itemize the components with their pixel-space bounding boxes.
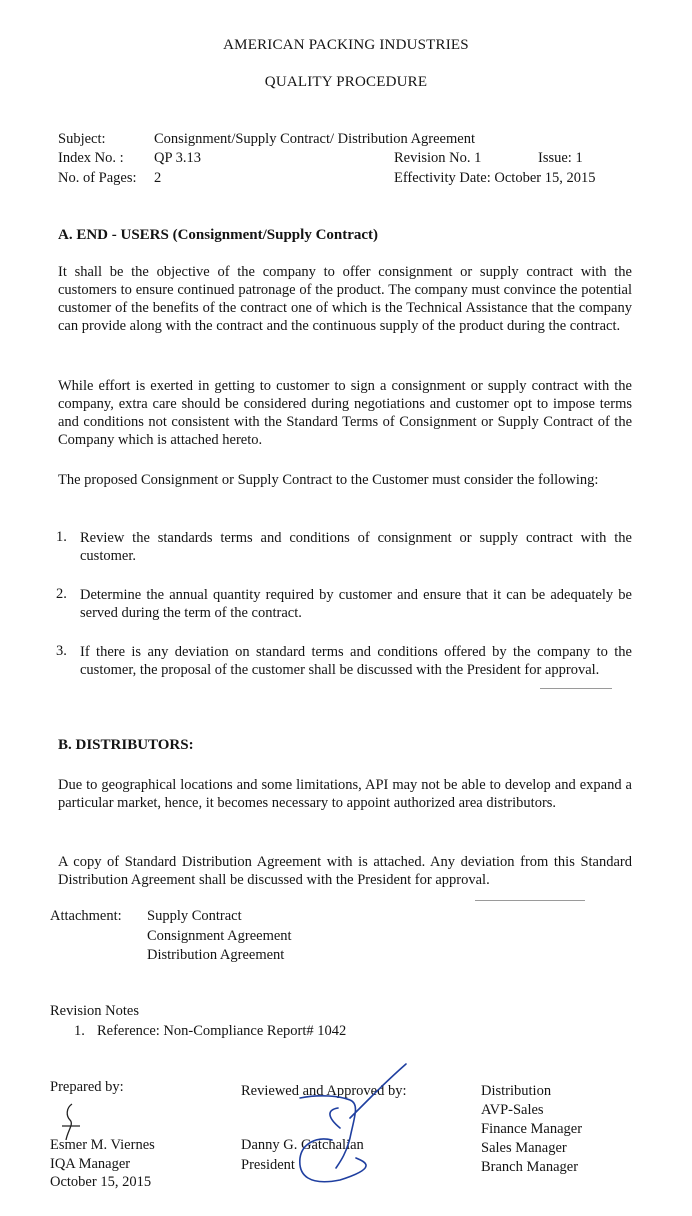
organization-name: AMERICAN PACKING INDUSTRIES <box>223 37 469 53</box>
list-item-text: Review the standards terms and conditions of consignment or supply contract with the customer. <box>80 530 632 564</box>
list-item-text: If there is any deviation on standard terms and conditions offered by the company to the customer, the proposal of the customer shall be discussed with the President for approval. <box>80 644 632 678</box>
distribution-item: Finance Manager <box>481 1121 583 1137</box>
section-a-paragraph-2: While effort is exerted in getting to customer to sign a consignment or supply contract with the company, extra care should be considered during negotiations and customer opt to impose terms and conditions not consistent with the Standard Terms of Consignment or Supply Contract of the Company which is attached hereto. <box>58 378 632 448</box>
pencil-mark <box>475 900 585 901</box>
reviewer-title: President <box>241 1157 295 1173</box>
index-label: Index No. : <box>58 150 124 166</box>
index-value: QP 3.13 <box>154 150 201 166</box>
subject-value: Consignment/Supply Contract/ Distribution Agreement <box>154 131 475 147</box>
attachment-label: Attachment: <box>50 908 122 924</box>
distribution-item: Sales Manager <box>481 1140 567 1156</box>
section-a-paragraph-3: The proposed Consignment or Supply Contract to the Customer must consider the following: <box>58 472 599 488</box>
effectivity-date: Effectivity Date: October 15, 2015 <box>394 170 596 186</box>
section-a-heading: A. END - USERS (Consignment/Supply Contract) <box>58 227 379 243</box>
section-b-paragraph-1: Due to geographical locations and some limitations, API may not be able to develop and expand a particular market, hence, it becomes necessary to appoint authorized area distributors. <box>58 777 632 811</box>
attachment-item: Supply Contract <box>147 908 242 924</box>
list-item-text: Determine the annual quantity required by customer and ensure that it can be adequately be served during the term of the contract. <box>80 587 632 621</box>
list-item-number: 3. <box>56 643 67 659</box>
revision-notes-title: Revision Notes <box>50 1003 140 1019</box>
distribution-item: Branch Manager <box>481 1159 579 1175</box>
document-type: QUALITY PROCEDURE <box>264 74 428 90</box>
preparer-title: IQA Manager <box>50 1156 131 1172</box>
revision-number: Revision No. 1 <box>394 150 482 166</box>
list-item-number: 1. <box>56 529 67 545</box>
issue-number: Issue: 1 <box>538 150 583 166</box>
reviewed-by-label: Reviewed and Approved by: <box>241 1083 407 1099</box>
distribution-item: AVP-Sales <box>481 1102 544 1118</box>
pages-value: 2 <box>154 170 162 186</box>
preparer-date: October 15, 2015 <box>50 1174 152 1190</box>
reviewer-name: Danny G. Gatchalian <box>241 1137 364 1153</box>
reviewer-signature <box>280 1058 420 1188</box>
distribution-label: Distribution <box>481 1083 552 1099</box>
revision-note-number: 1. <box>74 1023 85 1039</box>
pages-label: No. of Pages: <box>58 170 137 186</box>
section-b-paragraph-2: A copy of Standard Distribution Agreement with is attached. Any deviation from this Standard Distribution Agreement shall be discussed with the President for approval. <box>58 854 632 888</box>
preparer-name: Esmer M. Viernes <box>50 1137 155 1153</box>
pencil-mark <box>540 688 612 689</box>
attachment-item: Distribution Agreement <box>147 947 285 963</box>
subject-label: Subject: <box>58 131 106 147</box>
section-b-heading: B. DISTRIBUTORS: <box>58 737 194 753</box>
list-item-number: 2. <box>56 586 67 602</box>
attachment-item: Consignment Agreement <box>147 928 292 944</box>
section-a-paragraph-1: It shall be the objective of the company to offer consignment or supply contract with the customers to ensure continued patronage of the product. The company must convince the potential customer of the benefits of the contract one of which is the Technical Assistance that the company can provide along with the contract and the continuous supply of the product during the contract. <box>58 264 632 334</box>
prepared-by-label: Prepared by: <box>50 1079 124 1095</box>
revision-note-text: Reference: Non-Compliance Report# 1042 <box>97 1023 347 1039</box>
